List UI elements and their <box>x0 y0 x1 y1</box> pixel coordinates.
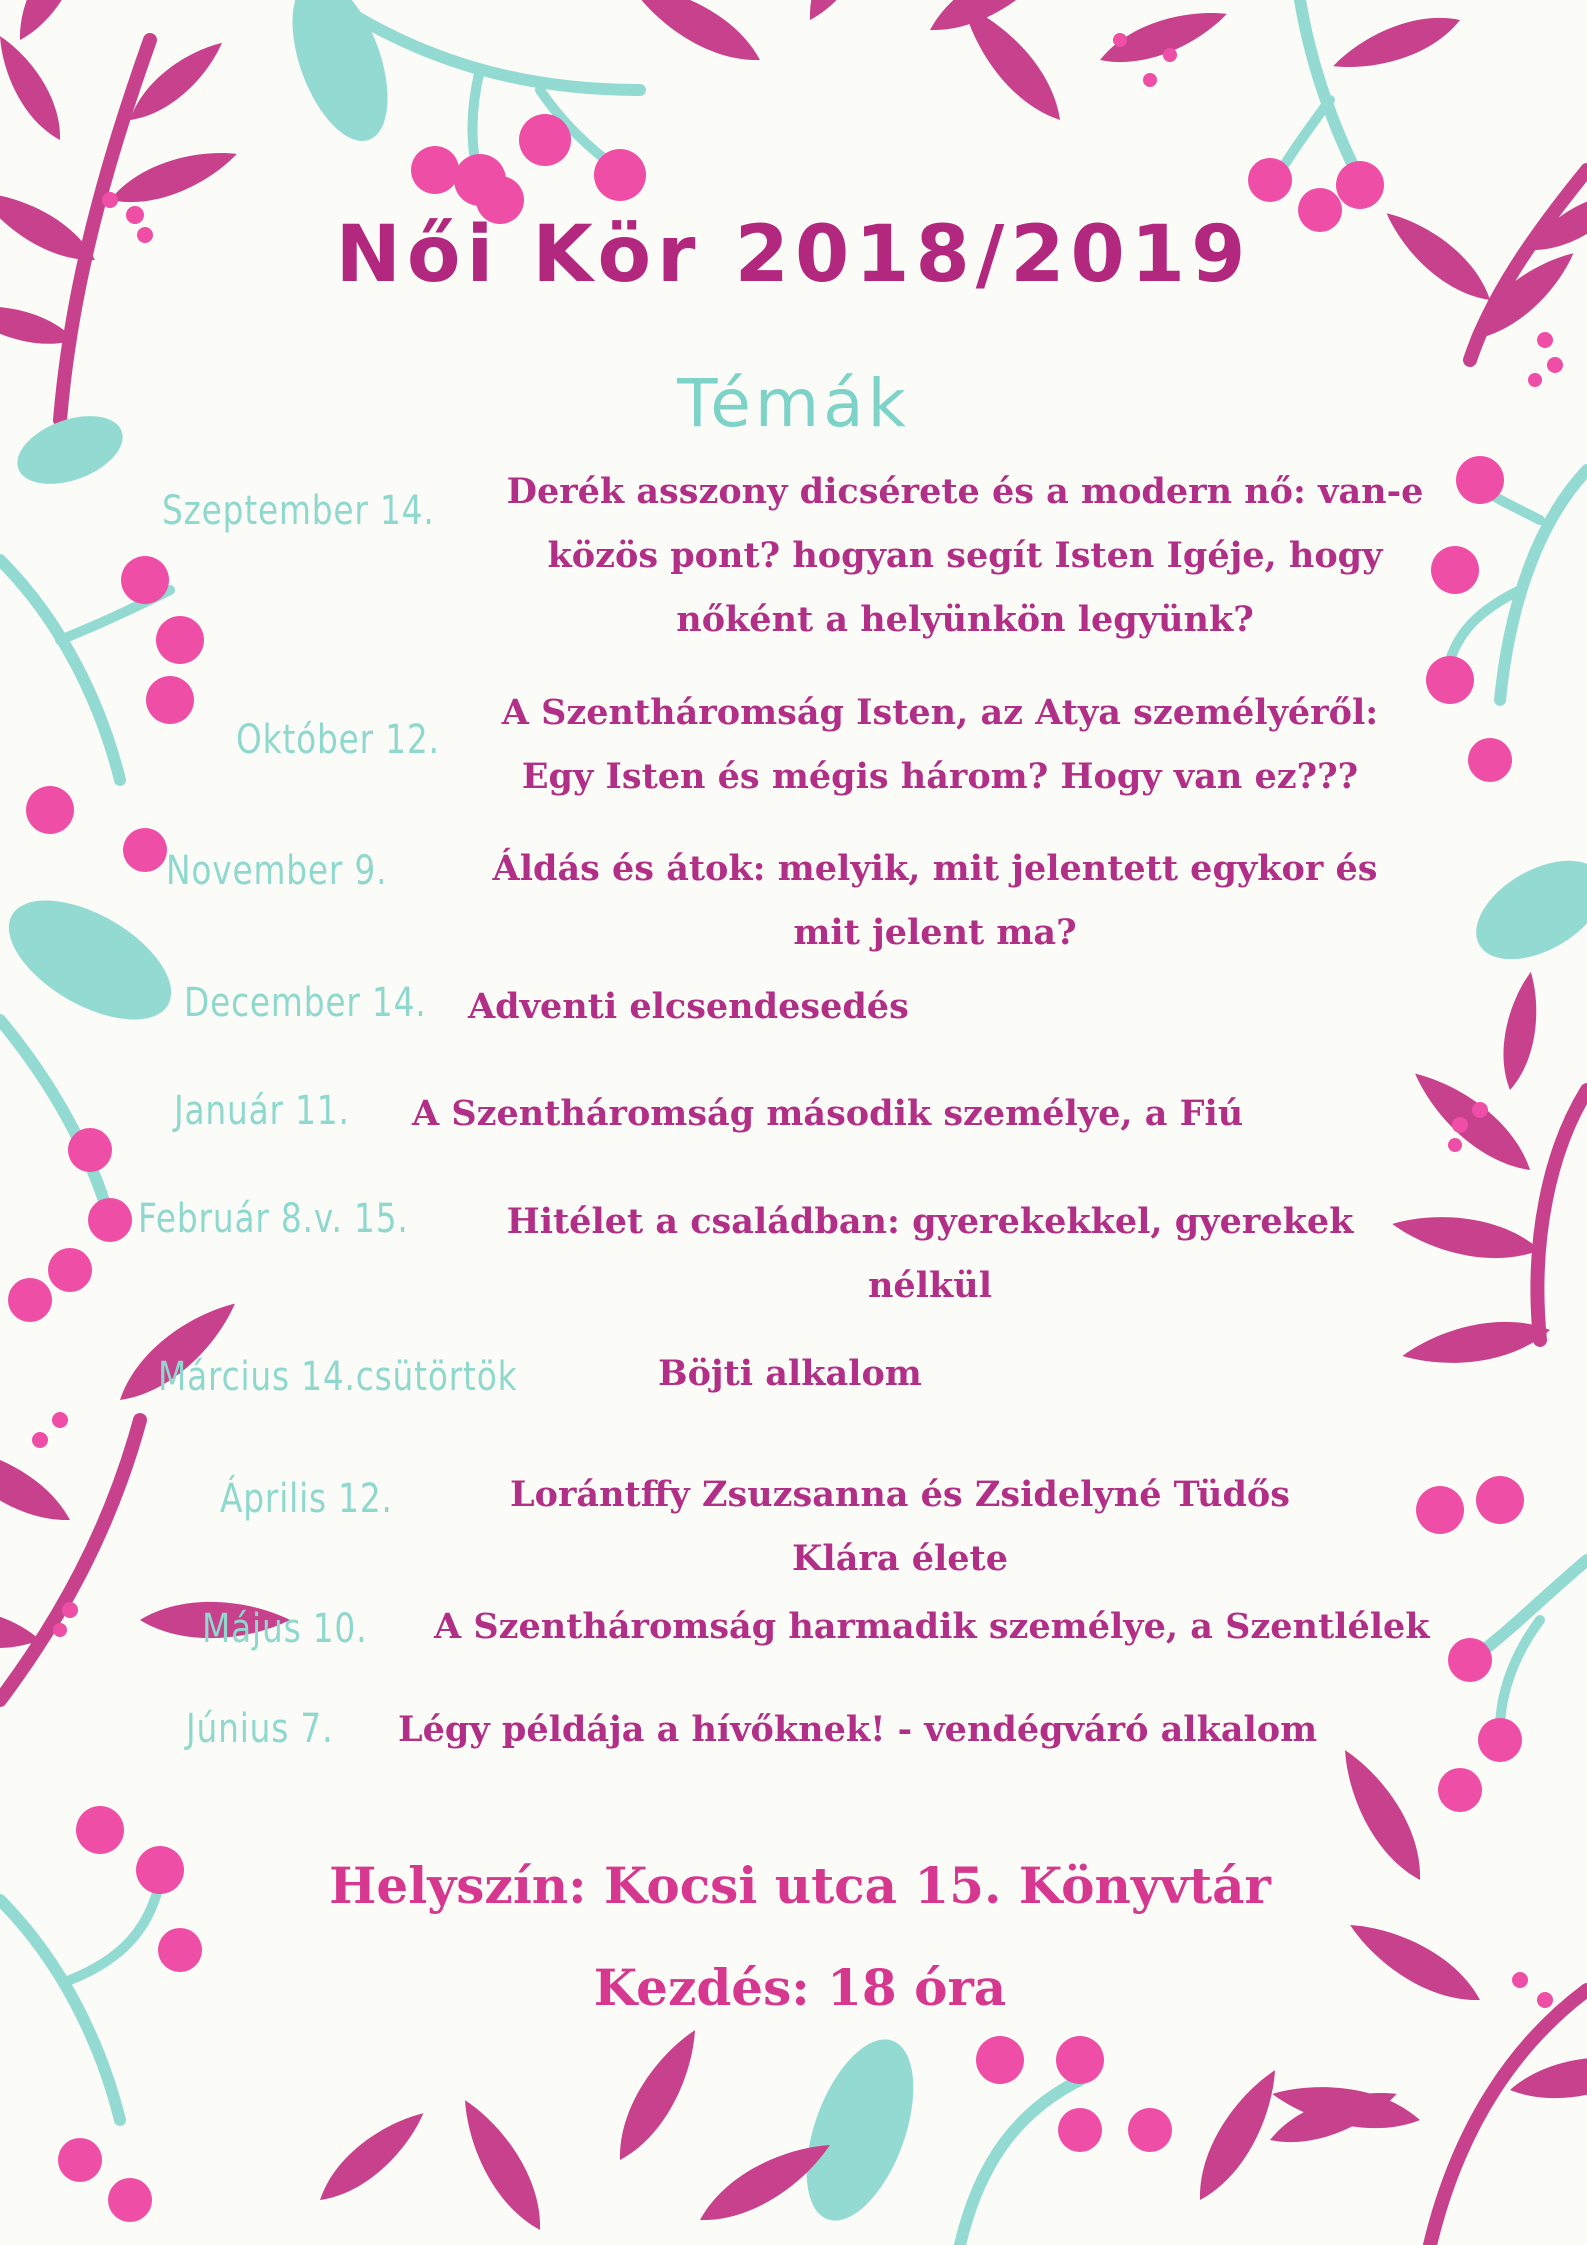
schedule-topic-4: Adventi elcsendesedés <box>468 986 909 1027</box>
schedule-topic-1: Derék asszony dicsérete és a modern nő: van-e közös pont? hogyan segít Isten Igéje, hogy nőként a helyünkön legyünk? <box>506 471 1424 640</box>
schedule-date-4: December 14. <box>184 980 427 1026</box>
poster-subtitle: Témák <box>677 365 910 442</box>
schedule-topic-6: Hitélet a családban: gyerekekkel, gyerekek nélkül <box>506 1201 1354 1306</box>
schedule-date-7: Március 14.csütörtök <box>158 1354 518 1400</box>
schedule-date-5: Január 11. <box>174 1088 350 1134</box>
schedule-date-8: Április 12. <box>220 1476 393 1522</box>
schedule-date-3: November 9. <box>166 848 388 894</box>
start-time-text: Kezdés: 18 óra <box>593 1958 1007 2017</box>
schedule-date-9: Május 10. <box>202 1606 368 1652</box>
schedule-topic-7: Böjti alkalom <box>658 1353 922 1394</box>
schedule-date-2: Október 12. <box>236 717 440 763</box>
schedule-date-6: Február 8.v. 15. <box>138 1196 409 1242</box>
location-text: Helyszín: Kocsi utca 15. Könyvtár <box>329 1856 1271 1915</box>
schedule-topic-9: A Szentháromság harmadik személye, a Szentlélek <box>434 1606 1430 1647</box>
schedule-topic-10: Légy példája a hívőknek! - vendégváró alkalom <box>398 1709 1318 1750</box>
schedule-topic-8: Lorántffy Zsuzsanna és Zsidelyné Tüdős Klára élete <box>510 1474 1290 1579</box>
schedule-date-10: Június 7. <box>186 1706 334 1752</box>
schedule-topic-5: A Szentháromság második személye, a Fiú <box>412 1093 1244 1134</box>
schedule-date-1: Szeptember 14. <box>162 488 435 534</box>
schedule-topic-2: A Szentháromság Isten, az Atya személyéről: Egy Isten és mégis három? Hogy van ez??? <box>501 692 1379 797</box>
schedule-topic-3: Áldás és átok: melyik, mit jelentett egykor és mit jelent ma? <box>492 848 1378 953</box>
poster-title: Női Kör 2018/2019 <box>335 210 1252 300</box>
